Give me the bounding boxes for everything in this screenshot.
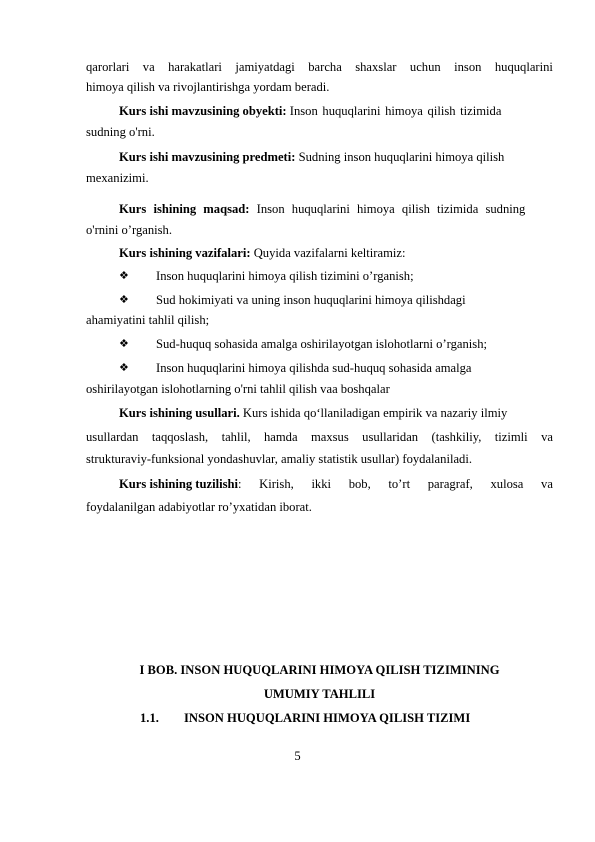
- predmet-line2: mexanizimi.: [86, 171, 149, 185]
- usullari-label: Kurs ishining usullari.: [119, 406, 240, 420]
- list-item: ❖ Inson huquqlarini himoya qilishda sud-huquq sohasida amalga: [119, 361, 472, 375]
- maqsad-label: Kurs ishining maqsad:: [119, 202, 250, 216]
- section-title: INSON HUQUQLARINI HIMOYA QILISH TIZIMI: [184, 711, 471, 725]
- chapter-title-line2: UMUMIY TAHLILI: [263, 687, 376, 701]
- vazifalar-label: Kurs ishining vazifalari:: [119, 246, 251, 260]
- predmet-line1: Kurs ishi mavzusining predmeti: Sudning inson huquqlarini himoya qilish: [119, 150, 505, 164]
- para1-line1: qarorlari va harakatlari jamiyatdagi barcha shaxslar uchun inson huquqlarini: [86, 60, 553, 74]
- list-item: ❖ Sud hokimiyati va uning inson huquqlarini himoya qilishdagi: [119, 293, 466, 307]
- list-item: ❖ Sud-huquq sohasida amalga oshirilayotgan islohotlarni o’rganish;: [119, 337, 488, 351]
- obyekt-line2: sudning o'rni.: [86, 125, 155, 139]
- chapter-title-line1: I BOB. INSON HUQUQLARINI HIMOYA QILISH TIZIMINING: [139, 663, 500, 677]
- usullari-line3: strukturaviy-funksional yondashuvlar, amaliy statistik usullar) foydalaniladi.: [86, 452, 472, 466]
- predmet-label: Kurs ishi mavzusining predmeti:: [119, 150, 296, 164]
- diamond-bullet-icon: ❖: [119, 293, 129, 306]
- maqsad-line1: Kurs ishining maqsad: Inson huquqlarini himoya qilish tizimida sudning: [119, 202, 526, 216]
- diamond-bullet-icon: ❖: [119, 269, 129, 282]
- list-item: ❖ Inson huquqlarini himoya qilish tizimini o’rganish;: [119, 269, 414, 283]
- obyekt-label: Kurs ishi mavzusining obyekti:: [119, 104, 287, 118]
- usullari-line2: usullardan taqqoslash, tahlil, hamda maxsus usullaridan (tashkiliy, tizimli va: [86, 430, 553, 444]
- para1-line2: himoya qilish va rivojlantirishga yordam beradi.: [86, 80, 330, 94]
- diamond-bullet-icon: ❖: [119, 361, 129, 374]
- vazifalar-line: Kurs ishining vazifalari: Quyida vazifalarni keltiramiz:: [119, 246, 406, 260]
- maqsad-line2: o'rnini o’rganish.: [86, 223, 172, 237]
- tuzilishi-line2: foydalanilgan adabiyotlar ro’yxatidan iborat.: [86, 500, 312, 514]
- page-number: 5: [294, 749, 301, 763]
- diamond-bullet-icon: ❖: [119, 337, 129, 350]
- list-item-continuation: ahamiyatini tahlil qilish;: [86, 313, 210, 327]
- list-item-continuation: oshirilayotgan islohotlarning o'rni tahlil qilish vaa boshqalar: [86, 382, 390, 396]
- obyekt-line1: Kurs ishi mavzusining obyekti: Inson huquqlarini himoya qilish tizimida: [119, 104, 502, 118]
- section-number: 1.1.: [140, 711, 159, 725]
- section-heading: [140, 710, 553, 726]
- tuzilishi-line1: Kurs ishining tuzilishi: Kirish, ikki bob, to’rt paragraf, xulosa va: [119, 477, 553, 491]
- usullari-line1: Kurs ishining usullari. Kurs ishida qo‘llaniladigan empirik va nazariy ilmiy: [119, 406, 508, 420]
- tuzilishi-label: Kurs ishining tuzilishi: [119, 477, 238, 491]
